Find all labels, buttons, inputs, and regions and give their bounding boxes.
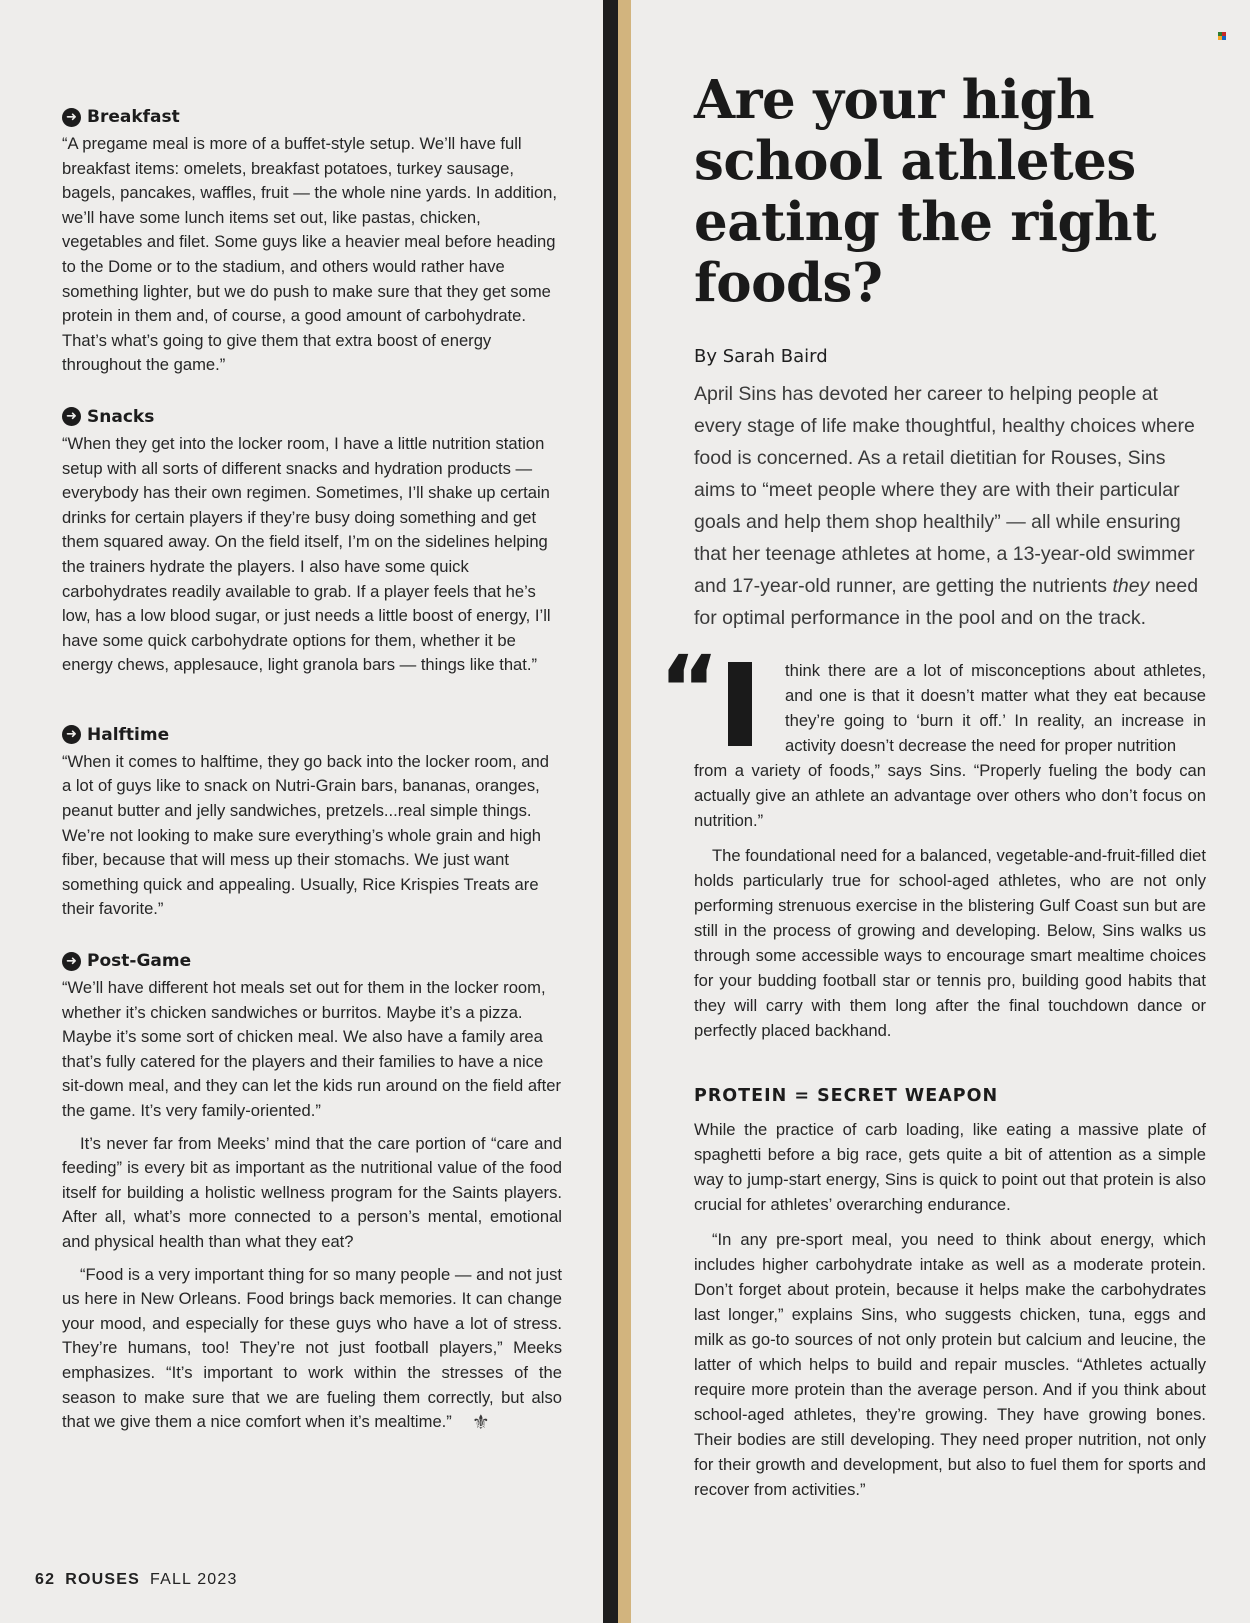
- article-headline: Are your high school athletes eating the right foods?: [694, 69, 1157, 314]
- section-text: “When it comes to halftime, they go back into the locker room, and a lot of guys like to snack on Nutri-Grain bars, bananas, oranges, peanut butter and jelly sandwiches, pretzels...real simple things. We’re not looking to make sure everything’s whole grain and high fiber, because that will mess up their stomachs. We just want something quick and appealing. Usually, Rice Krispies Treats are their favorite.”: [62, 751, 549, 919]
- subheading: PROTEIN = SECRET WEAPON: [694, 1086, 999, 1106]
- page-number: 62: [35, 1571, 56, 1588]
- section-text: “A pregame meal is more of a buffet-style setup. We’ll have full breakfast items: omelets, breakfast potatoes, turkey sausage, bagels, pancakes, waffles, fruit — the whole nine yards. In addition, we’ll have some lunch items set out, like pastas, chicken, vegetables and filet. Some guys like a heavier meal before heading to the Dome or to the stadium, and others would rather have something lighter, but we do push to make sure that they get some protein in them and, of course, a good amount of carbohydrate. That’s what’s going to give them that extra boost of energy throughout the game.”: [62, 134, 558, 375]
- body-paragraph: “In any pre-sport meal, you need to think about energy, which includes higher carbohydrate intake as well as a moderate protein. Don’t forget about protein, because it helps make the carbohydrates last longer,” explains Sins, who suggests chicken, tuna, eggs and milk as go-to sources of not only protein but calcium and leucine, the latter of which helps to build and repair muscles. “Athletes actually require more protein than the average person. And if you think about school-aged athletes, they’re growing. They have growing bones. Their bodies are still developing. They need proper nutrition, not only for their growth and development, but also to fuel them for sports and recover from activities.”: [694, 1230, 1206, 1499]
- section-heading: [62, 104, 562, 130]
- fleur-de-lis-icon: ⚜: [471, 1412, 490, 1435]
- section-heading-label: Post-Game: [87, 951, 192, 972]
- arrow-circle-icon: ➜: [62, 108, 81, 127]
- section-text: “When they get into the locker room, I have a little nutrition station setup with all sorts of different snacks and hydration products — everybody has their own regimen. Sometimes, I’ll shake up certain drinks for certain players if they’re busy doing something and get them squared away. On the field itself, I’m on the sidelines helping the trainers hydrate the players. I also have some quick carbohydrates readily available to grab. If a player feels that he’s low, has a low blood sugar, or just needs a little boost of energy, I’ll have some quick carbohydrate options for them, whether it be energy chews, applesauce, light granola bars — things like that.”: [62, 433, 551, 675]
- section-heading-label: Snacks: [87, 406, 155, 427]
- arrow-circle-icon: ➜: [62, 407, 81, 426]
- divider-black-stripe: [603, 0, 618, 1623]
- intro-text: April Sins has devoted her career to helping people at every stage of life make thoughtful, healthy choices where food is concerned. As a retail dietitian for Rouses, Sins aims to “meet people where they are with their particular goals and help them shop healthily” — all while ensuring that her teenage athletes at home, a 13-year-old swimmer and 17-year-old runner, are getting the nutrients: [694, 383, 1195, 597]
- section-text: “We’ll have different hot meals set out for them in the locker room, whether it’s chicken sandwiches or burritos. Maybe it’s a pizza. Maybe it’s some sort of chicken meal. We also have a family area that’s fully catered for the players and their families to have a nice sit-down meal, and they can let the kids run around on the field after the game. It’s very family-oriented.”: [62, 978, 562, 1120]
- magazine-brand: ROUSES: [65, 1571, 140, 1588]
- body-paragraph: The foundational need for a balanced, vegetable-and-fruit-filled diet holds particularly true for school-aged athletes, who are not only performing strenuous exercise in the blistering Gulf Coast sun but are still in the process of growing and developing. Below, Sins walks us through some accessible ways to encourage smart mealtime choices for your budding football star or tennis pro, building good habits that they will carry with them long after the final touchdown dance or perfectly placed backhand.: [694, 846, 1206, 1040]
- pull-quote-text: think there are a lot of misconceptions about athletes, and one is that it doesn’t matter what they eat because they’re going to ‘burn it off.’ In reality, an increase in activity doesn’t decrease the need for proper nutrition: [785, 661, 1206, 755]
- right-column: [659, 69, 1206, 1502]
- section-heading: [62, 948, 562, 974]
- section-heading-label: Halftime: [87, 724, 170, 745]
- arrow-circle-icon: ➜: [62, 725, 81, 744]
- body-paragraph: [62, 1263, 562, 1435]
- body-paragraph: While the practice of carb loading, like eating a massive plate of spaghetti before a big race, gets quite a bit of attention as a simple way to jump-start energy, Sins is quick to point out that protein is also crucial for athletes’ overarching endurance.: [694, 1120, 1206, 1214]
- pull-quote: [659, 636, 1206, 833]
- intro-paragraph: [694, 378, 1206, 634]
- issue-label: FALL 2023: [149, 1571, 238, 1588]
- section-snacks: [62, 404, 562, 678]
- intro-text-end: need for optimal performance in the pool and on the track.: [694, 575, 1199, 629]
- pull-quote-continued: from a variety of foods,” says Sins. “Properly fueling the body can actually give an athlete an advantage over others who don’t focus on nutrition.”: [694, 761, 1206, 830]
- byline: By Sarah Baird: [694, 346, 828, 367]
- corner-color-mark: [1218, 32, 1226, 40]
- drop-cap: [728, 662, 752, 746]
- body-paragraph: It’s never far from Meeks’ mind that the care portion of “care and feeding” is every bit as important as the nutritional value of the food itself for building a holistic wellness program for the Saints players. After all, what’s more connected to a person’s mental, emotional and physical health than what they eat?: [62, 1133, 562, 1251]
- section-heading-label: Breakfast: [87, 107, 180, 127]
- intro-emphasis: they: [1112, 575, 1150, 597]
- section-heading: [62, 404, 562, 430]
- section-heading: [62, 722, 562, 748]
- section-breakfast: [62, 104, 562, 378]
- page-footer: [35, 1571, 238, 1589]
- quote-mark-icon: “: [659, 636, 716, 743]
- arrow-circle-icon: ➜: [62, 952, 81, 971]
- left-column: [62, 104, 562, 1435]
- section-halftime: [62, 722, 562, 922]
- divider-gold-stripe: [618, 0, 631, 1623]
- section-post-game: [62, 948, 562, 1124]
- body-paragraph-text: “Food is a very important thing for so many people — and not just us here in New Orleans. Food brings back memories. It can change your mood, and especially for these guys who have a lot of stress. They’re humans, too! They’re not just football players,” Meeks emphasizes. “It’s important to work within the stresses of the season to make sure that we are fueling them correctly, but also that we give them a nice comfort when it’s mealtime.”: [62, 1264, 562, 1432]
